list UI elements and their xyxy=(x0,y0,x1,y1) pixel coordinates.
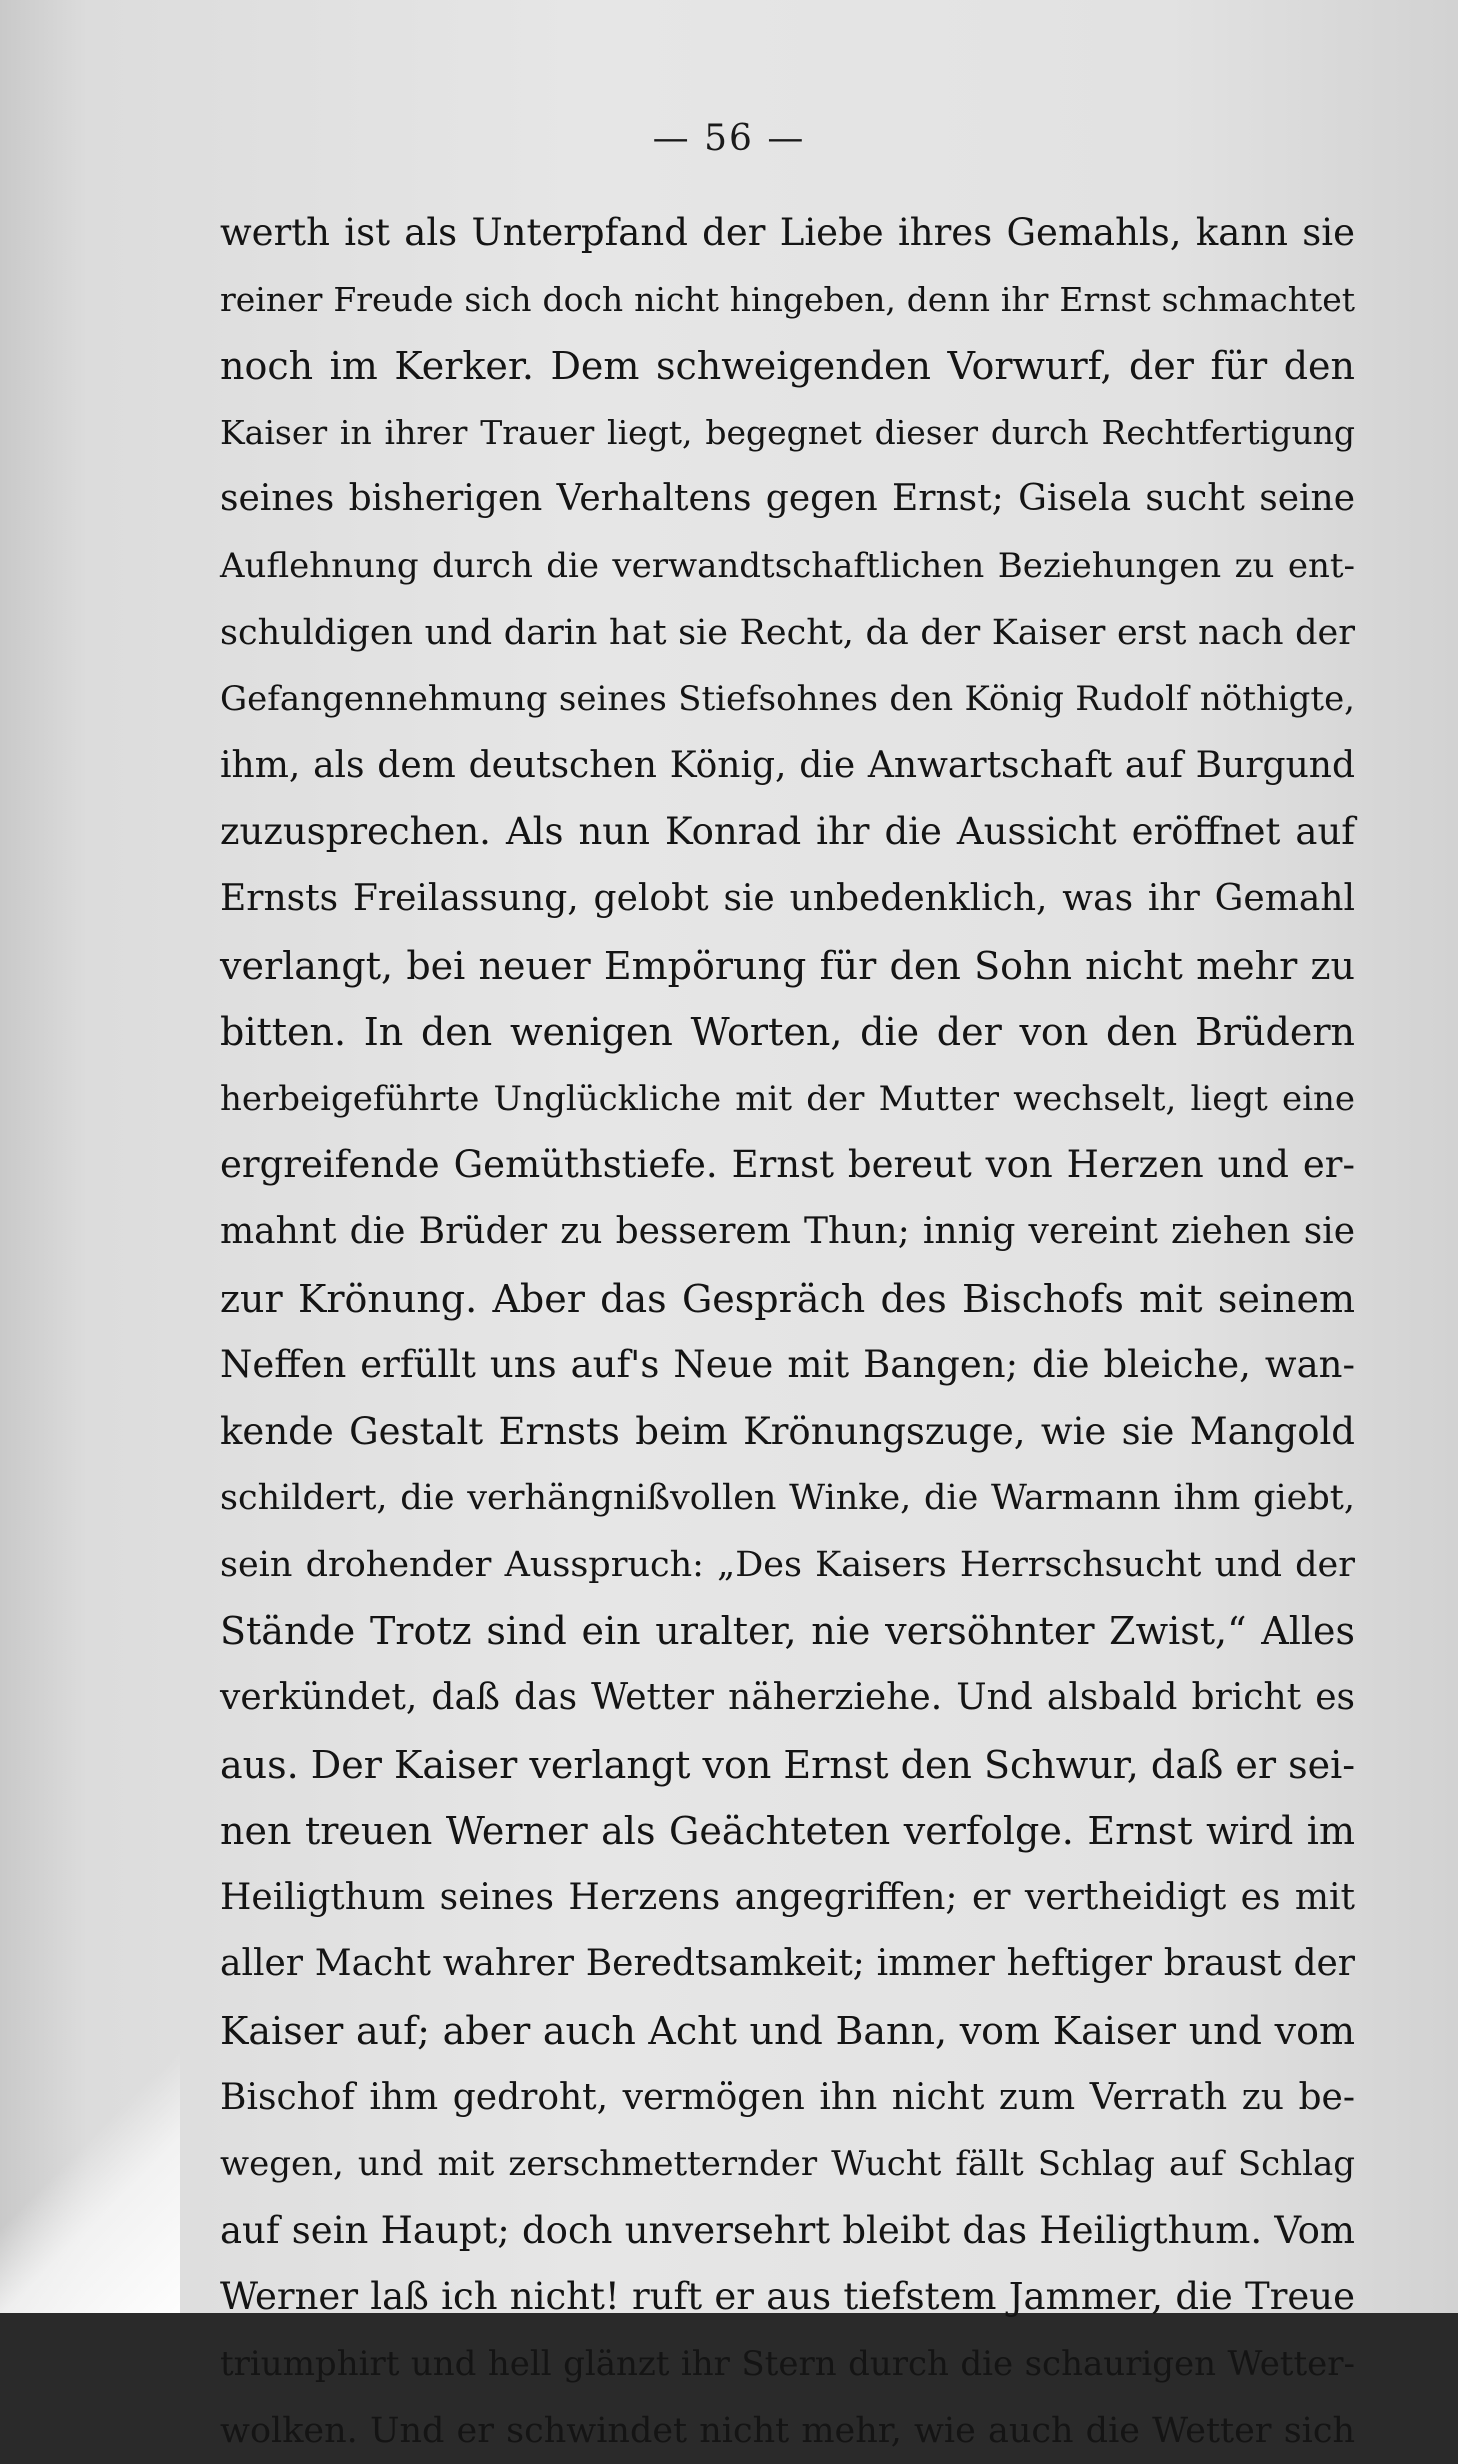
text-line: sein drohender Ausspruch: „Des Kaisers Herrschsucht und der xyxy=(220,1544,1355,1585)
text-line: seines bisherigen Verhaltens gegen Ernst; Gisela sucht seine xyxy=(220,478,1355,520)
text-line: Stände Trotz sind ein uralter, nie versöhnter Zwist,“ Alles xyxy=(220,1609,1355,1654)
text-line: werth ist als Unterpfand der Liebe ihres Gemahls, kann sie xyxy=(220,211,1355,254)
text-line: reiner Freude sich doch nicht hingeben, denn ihr Ernst schmachtet xyxy=(220,279,1355,319)
text-line: bitten. In den wenigen Worten, die der von den Brüdern xyxy=(220,1010,1355,1055)
text-line: auf sein Haupt; doch unversehrt bleibt das Heiligthum. Vom xyxy=(220,2208,1355,2252)
text-line: Heiligthum seines Herzens angegriffen; er vertheidigt es mit xyxy=(220,1876,1355,1918)
text-line: schildert, die verhängnißvollen Winke, die Warmann ihm giebt, xyxy=(220,1478,1355,1519)
text-line: kende Gestalt Ernsts beim Krönungszuge, wie sie Mangold xyxy=(220,1409,1355,1453)
text-line: nen treuen Werner als Geächteten verfolge. Ernst wird im xyxy=(220,1809,1355,1854)
text-line: verlangt, bei neuer Empörung für den Sohn nicht mehr zu xyxy=(220,943,1355,988)
text-line: schuldigen und darin hat sie Recht, da der Kaiser erst nach der xyxy=(220,612,1355,653)
text-line: Auflehnung durch die verwandtschaftlichen Beziehungen zu ent- xyxy=(220,545,1355,586)
text-line: aus. Der Kaiser verlangt von Ernst den Schwur, daß er sei- xyxy=(220,1742,1356,1787)
text-line: triumphirt und hell glänzt ihr Stern durch die schaurigen Wetter- xyxy=(220,2344,1355,2384)
text-line: Gefangennehmung seines Stiefsohnes den König Rudolf nöthigte, xyxy=(220,679,1355,720)
text-line: zur Krönung. Aber das Gespräch des Bischofs mit seinem xyxy=(220,1276,1355,1321)
text-line: zuzusprechen. Als nun Konrad ihr die Aussicht eröffnet auf xyxy=(220,810,1355,854)
text-line: noch im Kerker. Dem schweigenden Vorwurf, der für den xyxy=(220,344,1355,389)
text-line: wegen, und mit zerschmetternder Wucht fällt Schlag auf Schlag xyxy=(220,2144,1355,2185)
text-line: aller Macht wahrer Beredtsamkeit; immer heftiger braust der xyxy=(220,1943,1355,1985)
body-text xyxy=(220,200,1355,2464)
text-line: verkündet, daß das Wetter näherziehe. Und alsbald bricht es xyxy=(220,1677,1355,1719)
text-line: ergreifende Gemüthstiefe. Ernst bereut von Herzen und er- xyxy=(220,1143,1355,1187)
text-line: Neffen erfüllt uns auf's Neue mit Bangen; die bleiche, wan- xyxy=(220,1343,1355,1387)
text-line: Bischof ihm gedroht, vermögen ihn nicht zum Verrath zu be- xyxy=(220,2076,1355,2118)
text-line: Ernsts Freilassung, gelobt sie unbedenklich, was ihr Gemahl xyxy=(220,877,1355,919)
text-line: wolken. Und er schwindet nicht mehr, wie auch die Wetter sich xyxy=(220,2410,1355,2451)
text-line: ihm, als dem deutschen König, die Anwartschaft auf Burgund xyxy=(220,744,1355,786)
page-number: — 56 — xyxy=(652,118,806,159)
text-line: Werner laß ich nicht! ruft er aus tiefstem Jammer, die Treue xyxy=(220,2275,1355,2319)
text-line: mahnt die Brüder zu besserem Thun; innig vereint ziehen sie xyxy=(220,1210,1355,1252)
text-line: Kaiser auf; aber auch Acht und Bann, vom Kaiser und vom xyxy=(220,2009,1355,2054)
text-line: Kaiser in ihrer Trauer liegt, begegnet dieser durch Rechtfertigung xyxy=(220,412,1355,452)
text-line: herbeigeführte Unglückliche mit der Mutter wechselt, liegt eine xyxy=(220,1078,1355,1119)
page-corner-fold xyxy=(0,2053,180,2313)
